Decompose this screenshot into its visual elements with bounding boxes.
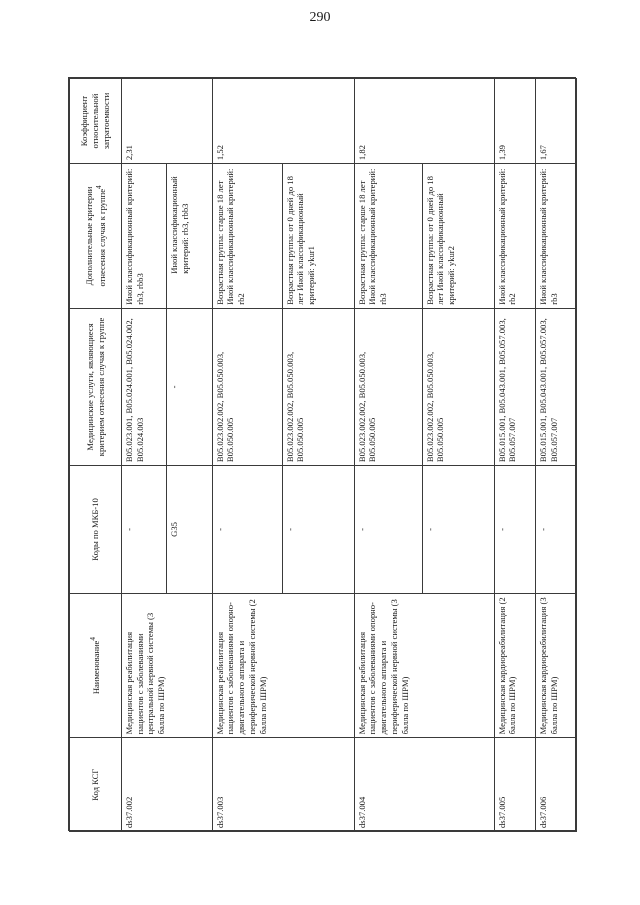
- services: B05.015.001, B05.043.001, B05.057.003, B05.057.007: [494, 308, 535, 465]
- ksg-code: ds37.005: [494, 738, 535, 832]
- ksg-name: Медицинская реабилитация пациентов с заболеваниями центральной нервной системы (3 балла по ШРМ): [122, 593, 213, 738]
- services: B05.023.001, B05.024.001, B05.024.002, B05.024.003: [122, 308, 167, 465]
- criteria: Иной классификационный критерий: rb2: [494, 164, 535, 309]
- services: -: [167, 308, 212, 465]
- header-mkb: Коды по МКБ-10: [70, 466, 122, 594]
- mkb-codes: -: [122, 466, 167, 594]
- table-row: [535, 79, 576, 832]
- criteria: Иной классификационный критерий: rb3: [535, 164, 576, 309]
- mkb-codes: -: [212, 466, 282, 594]
- ksg-code: ds37.004: [354, 738, 494, 832]
- page-number: 290: [309, 10, 331, 25]
- header-row: [70, 79, 122, 832]
- table-row: [212, 79, 282, 832]
- ksg-code: ds37.003: [212, 738, 354, 832]
- services: B05.023.002.002, B05.050.003, B05.050.005: [422, 308, 494, 465]
- header-services: Медицинские услуги, являющиеся критерием отнесения случая к группе: [70, 308, 122, 465]
- services: B05.023.002.002, B05.050.003, B05.050.005: [354, 308, 422, 465]
- services: B05.015.001, B05.043.001, B05.057.003, B05.057.007: [535, 308, 576, 465]
- coefficient: 1,52: [212, 79, 354, 164]
- ksg-name: Медицинская кардиореабилитация (2 балла по ШРМ): [494, 593, 535, 738]
- ksg-table: [69, 78, 577, 832]
- criteria: Возрастная группа: от 0 дней до 18 лет Иной классификационный критерий: ykur2: [422, 164, 494, 309]
- services: B05.023.002.002, B05.050.003, B05.050.005: [282, 308, 354, 465]
- mkb-codes: -: [354, 466, 422, 594]
- criteria: Возрастная группа: старше 18 лет Иной классификационный критерий: rb3: [354, 164, 422, 309]
- mkb-codes: -: [494, 466, 535, 594]
- services: B05.023.002.002, B05.050.003, B05.050.005: [212, 308, 282, 465]
- coefficient: 1,67: [535, 79, 576, 164]
- ksg-code: ds37.006: [535, 738, 576, 832]
- mkb-codes: -: [535, 466, 576, 594]
- coefficient: 1,39: [494, 79, 535, 164]
- header-criteria: Дополнительные критерии отнесения случая к группе$^4$: [70, 164, 122, 309]
- ksg-name: Медицинская реабилитация пациентов с заболеваниями опорно-двигательного аппарата и периферической нервной системы (2 балла по ШРМ): [212, 593, 354, 738]
- ksg-code: ds37.002: [122, 738, 213, 832]
- ksg-name: Медицинская реабилитация пациентов с заболеваниями опорно-двигательного аппарата и периферической нервной системы (3 балла по ШРМ): [354, 593, 494, 738]
- criteria: Возрастная группа: старше 18 лет Иной классификационный критерий: rb2: [212, 164, 282, 309]
- table-row: [122, 79, 167, 832]
- criteria: Возрастная группа: от 0 дней до 18 лет Иной классификационный критерий: ykur1: [282, 164, 354, 309]
- criteria: Иной классификационный критерий: rb3, rbb3: [167, 164, 212, 309]
- header-name: Наименование$^4$: [70, 593, 122, 738]
- table-row: [494, 79, 535, 832]
- coefficient: 2,31: [122, 79, 213, 164]
- coefficient: 1,82: [354, 79, 494, 164]
- header-code: Код КСГ: [70, 738, 122, 832]
- rotated-table: [68, 77, 576, 831]
- criteria: Иной классификационный критерий: rb3, rbb3: [122, 164, 167, 309]
- header-coef: Коэффициент относительной затратоемкости: [70, 79, 122, 164]
- ksg-name: Медицинская кардиореабилитация (3 балла по ШРМ): [535, 593, 576, 738]
- table-row: [354, 79, 422, 832]
- mkb-codes: -: [422, 466, 494, 594]
- mkb-codes: G35: [167, 466, 212, 594]
- mkb-codes: -: [282, 466, 354, 594]
